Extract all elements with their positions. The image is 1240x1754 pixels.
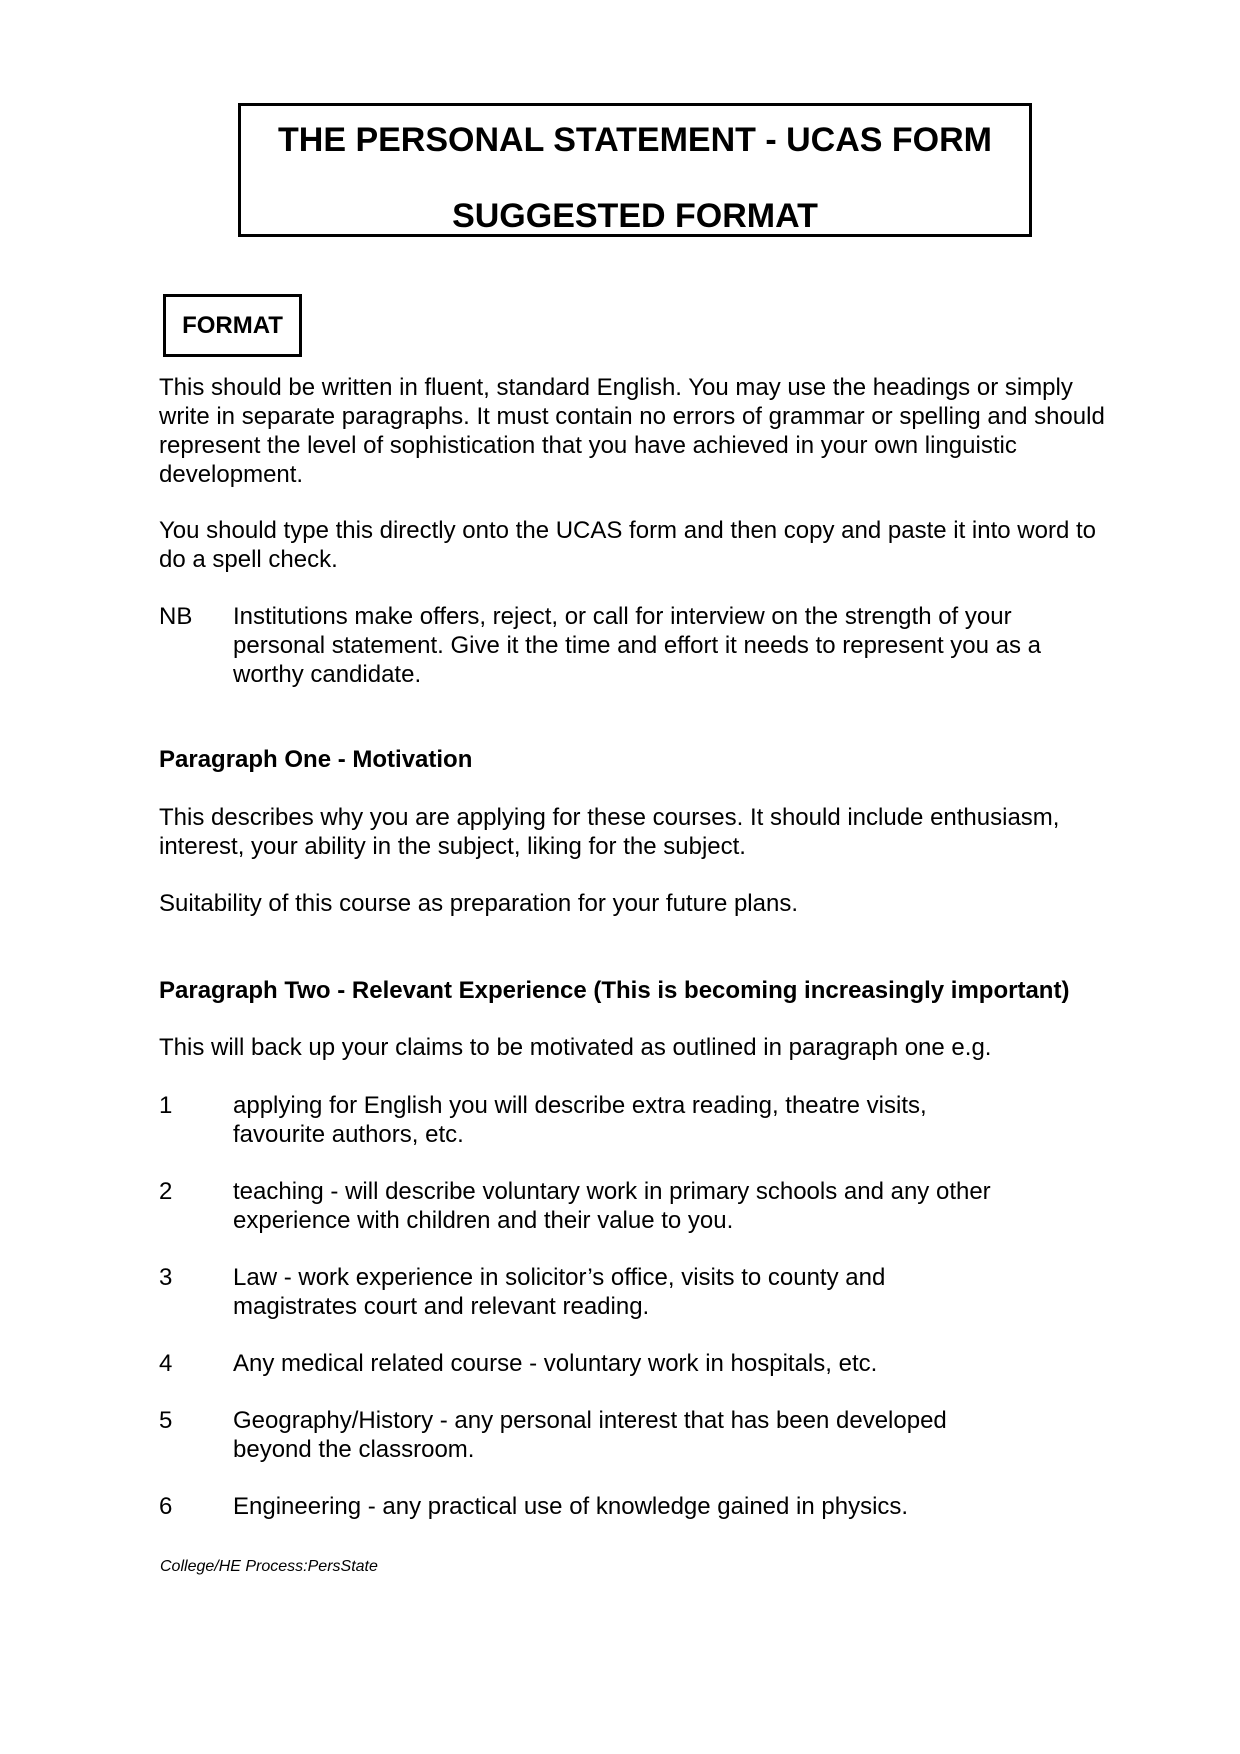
list-item-number: 1	[159, 1092, 173, 1119]
list-item	[159, 1492, 1119, 1522]
list-item-number: 3	[159, 1264, 173, 1291]
paragraph-one-heading: Paragraph One - Motivation	[159, 746, 473, 773]
format-paragraph-1: This should be written in fluent, standard English. You may use the headings or simply write in separate paragraphs. It must contain no errors of grammar or spelling and should represent the level of sophistication that you have achieved in your own linguistic development.	[159, 374, 1105, 488]
list-item-number: 4	[159, 1350, 173, 1377]
list-item	[159, 1406, 1119, 1466]
paragraph-one-body-1: This describes why you are applying for these courses. It should include enthusiasm, interest, your ability in the subject, liking for the subject.	[159, 804, 1060, 860]
list-item-text: applying for English you will describe extra reading, theatre visits, favourite authors, etc.	[233, 1092, 927, 1148]
list-item-text: teaching - will describe voluntary work in primary schools and any other experience with children and their value to you.	[233, 1178, 991, 1234]
page-footer: College/HE Process:PersState	[160, 1558, 378, 1575]
paragraph-one-body-2: Suitability of this course as preparation for your future plans.	[159, 890, 798, 917]
list-item	[159, 1349, 1119, 1379]
paragraph-two-intro: This will back up your claims to be motivated as outlined in paragraph one e.g.	[159, 1034, 992, 1061]
format-paragraph-2: You should type this directly onto the UCAS form and then copy and paste it into word to do a spell check.	[159, 517, 1096, 573]
list-item	[159, 1263, 1119, 1323]
nb-note	[159, 602, 1119, 692]
list-item-text: Engineering - any practical use of knowledge gained in physics.	[233, 1493, 909, 1520]
paragraph-two-heading: Paragraph Two - Relevant Experience (This is becoming increasingly important)	[159, 977, 1070, 1004]
title-box	[238, 103, 1032, 237]
list-item-number: 6	[159, 1493, 173, 1520]
list-item-number: 5	[159, 1407, 173, 1434]
document-subtitle: SUGGESTED FORMAT	[452, 197, 818, 235]
document-title: THE PERSONAL STATEMENT - UCAS FORM	[278, 121, 992, 159]
list-item	[159, 1091, 1119, 1151]
list-item-text: Any medical related course - voluntary work in hospitals, etc.	[233, 1350, 878, 1377]
list-item-number: 2	[159, 1178, 173, 1205]
nb-marker: NB	[159, 603, 193, 630]
list-item	[159, 1177, 1119, 1237]
format-label-box: FORMAT	[163, 294, 302, 357]
list-item-text: Geography/History - any personal interest that has been developed beyond the classroom.	[233, 1407, 947, 1463]
list-item-text: Law - work experience in solicitor’s office, visits to county and magistrates court and relevant reading.	[233, 1264, 886, 1320]
nb-text: Institutions make offers, reject, or call for interview on the strength of your personal statement. Give it the time and effort it needs to represent you as a worthy candidate.	[233, 603, 1042, 688]
